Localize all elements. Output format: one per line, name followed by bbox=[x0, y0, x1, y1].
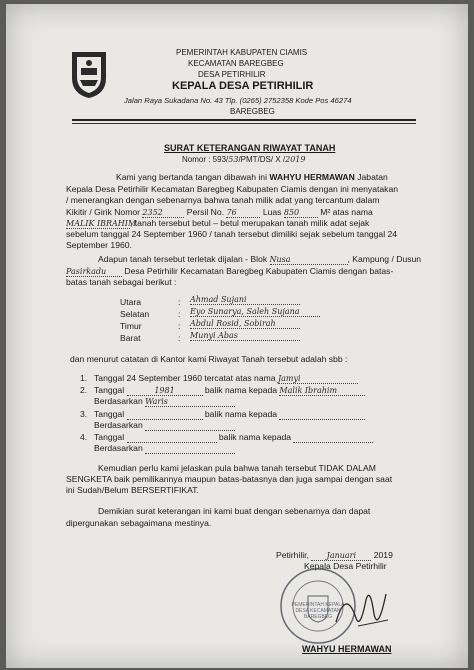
signature-name: WAHYU HERMAWAN bbox=[302, 644, 392, 654]
p3-line-3: ini Sudah/Belum BERSERTIFIKAT. bbox=[66, 485, 199, 495]
history-item-3-name bbox=[279, 409, 365, 420]
p2-line-3: batas tanah sebagai berikut : bbox=[66, 277, 177, 287]
document-number: Nomor : 593/53/PMT/DS/ X /2019 bbox=[182, 155, 306, 164]
boundary-colon: : bbox=[178, 309, 181, 319]
blok-name: Nusa bbox=[270, 255, 348, 265]
boundary-colon: : bbox=[178, 333, 181, 343]
p1-line-7: September 1960. bbox=[66, 240, 132, 250]
boundary-colon: : bbox=[178, 297, 181, 307]
header-line-2: KECAMATAN BAREGBEG bbox=[188, 59, 284, 68]
p3-line-2: SENGKETA baik pemilikannya maupun batas-batasnya dan juga sampai dengan saat bbox=[66, 474, 393, 484]
history-item-2-date: 1981 bbox=[127, 386, 203, 396]
history-item-4-basis: Berdasarkan bbox=[94, 443, 235, 454]
p1-line-3: / menerangkan dengan sebenarnya bahwa tanah milik adat yang tercantum dalam bbox=[66, 195, 380, 205]
history-number-4: 4. bbox=[80, 432, 88, 442]
history-item-3-date bbox=[127, 409, 203, 420]
p1-line-1: Kami yang bertanda tangan dibawah ini WAHYU HERMAWAN Jabatan bbox=[116, 172, 388, 182]
document-title: SURAT KETERANGAN RIWAYAT TANAH bbox=[164, 143, 336, 153]
boundary-value-timur: Abdul Rosid, Sobirah bbox=[190, 319, 300, 329]
ciamis-logo bbox=[68, 48, 110, 100]
header-address: Jalan Raya Sukadana No. 43 Tlp. (0265) 2752358 Kode Pos 46274 bbox=[124, 96, 352, 105]
boundary-label-barat: Barat bbox=[120, 333, 141, 343]
history-number-3: 3. bbox=[80, 409, 88, 419]
history-number-1: 1. bbox=[80, 373, 88, 383]
signature-position: Kepala Desa Petirhilir bbox=[304, 561, 387, 571]
boundary-label-utara: Utara bbox=[120, 297, 142, 307]
p4-line-1: Demikian surat keterangan ini kami buat dengan sebenarnya dan dapat bbox=[98, 506, 371, 516]
history-item-3: Tanggal balik nama kepada bbox=[94, 409, 365, 420]
boundary-value-selatan: Eyo Sunarya, Saleh Sujana bbox=[190, 307, 320, 317]
signature-month: Januari bbox=[311, 551, 371, 561]
history-item-4-name bbox=[293, 432, 373, 443]
p2-line-1: Adapun tanah tersebut terletak dijalan - Blok Nusa , Kampung / Dusun bbox=[98, 254, 422, 264]
dusun-name: Pasirkadu bbox=[66, 267, 122, 277]
p2-line-2: Pasirkadu Desa Petirhilir Kecamatan Baregbeg Kabupaten Ciamis dengan batas- bbox=[66, 266, 394, 276]
history-item-4-date bbox=[127, 432, 217, 443]
p4-line-2: dipergunakan sebagaimana mestinya. bbox=[66, 518, 212, 528]
girik-number: 2352 bbox=[142, 208, 184, 218]
header-line-1: PEMERINTAH KABUPATEN CIAMIS bbox=[176, 48, 308, 57]
history-item-1-name: Jamyi bbox=[278, 374, 358, 384]
persil-number: 76 bbox=[226, 208, 260, 218]
history-item-1: Tanggal 24 September 1960 tercatat atas nama Jamyi bbox=[94, 373, 358, 384]
p1-line-4: Kikitir / Girik Nomor 2352 Persil No. 76 Luas 850 M² atas nama bbox=[66, 207, 373, 217]
history-item-4: Tanggal balik nama kepada bbox=[94, 432, 373, 443]
history-item-3-basis-value bbox=[145, 420, 235, 431]
history-item-3-basis: Berdasarkan bbox=[94, 420, 235, 431]
header-title: KEPALA DESA PETIRHILIR bbox=[172, 80, 314, 92]
stamp-text: PEMERINTAH KEPALA DESA KECAMATAN BAREGBEG bbox=[291, 602, 345, 620]
history-item-2-basis-value: Waris bbox=[145, 397, 235, 407]
p1-line-6: sebelum tanggal 24 September 1960 / tanah tersebut dimiliki sejak sebelum tanggal 24 bbox=[66, 229, 398, 239]
history-item-2-basis: Berdasarkan Waris bbox=[94, 396, 235, 407]
history-number-2: 2. bbox=[80, 385, 88, 395]
header-city: BAREGBEG bbox=[230, 107, 275, 116]
boundary-colon: : bbox=[178, 321, 181, 331]
history-intro: dan menurut catatan di Kantor kami Riwayat Tanah tersebut adalah sbb : bbox=[70, 354, 348, 364]
history-item-4-basis-value bbox=[145, 443, 235, 454]
header-line-3: DESA PETIRHILIR bbox=[198, 70, 266, 79]
header-rule-thin bbox=[72, 123, 416, 124]
p1-line-2: Kepala Desa Petirhilir Kecamatan Baregbeg Kabupaten Ciamis dengan ini menyatakan bbox=[66, 184, 399, 194]
signature-place-date: Petirhilir, Januari 2019 bbox=[276, 550, 393, 560]
history-item-2: Tanggal 1981 balik nama kepada Malik Ibrahim bbox=[94, 385, 365, 396]
header-rule-thick bbox=[72, 119, 416, 121]
p3-line-1: Kemudian perlu kami jelaskan pula bahwa tanah tersebut TIDAK DALAM bbox=[98, 463, 376, 473]
history-item-2-name: Malik Ibrahim bbox=[279, 386, 365, 396]
owner-name: MALIK IBRAHIM bbox=[66, 219, 137, 228]
p1-line-5: MALIK IBRAHIM, tanah tersebut betul – betul merupakan tanah milik adat sejak bbox=[66, 218, 370, 228]
boundary-label-selatan: Selatan bbox=[120, 309, 150, 319]
land-area: 850 bbox=[284, 208, 318, 218]
boundary-value-utara: Ahmad Sujani bbox=[190, 295, 300, 305]
signature-scribble bbox=[328, 580, 398, 640]
boundary-label-timur: Timur bbox=[120, 321, 142, 331]
document-page bbox=[6, 4, 468, 668]
boundary-value-barat: Munyi Abas bbox=[190, 331, 300, 341]
